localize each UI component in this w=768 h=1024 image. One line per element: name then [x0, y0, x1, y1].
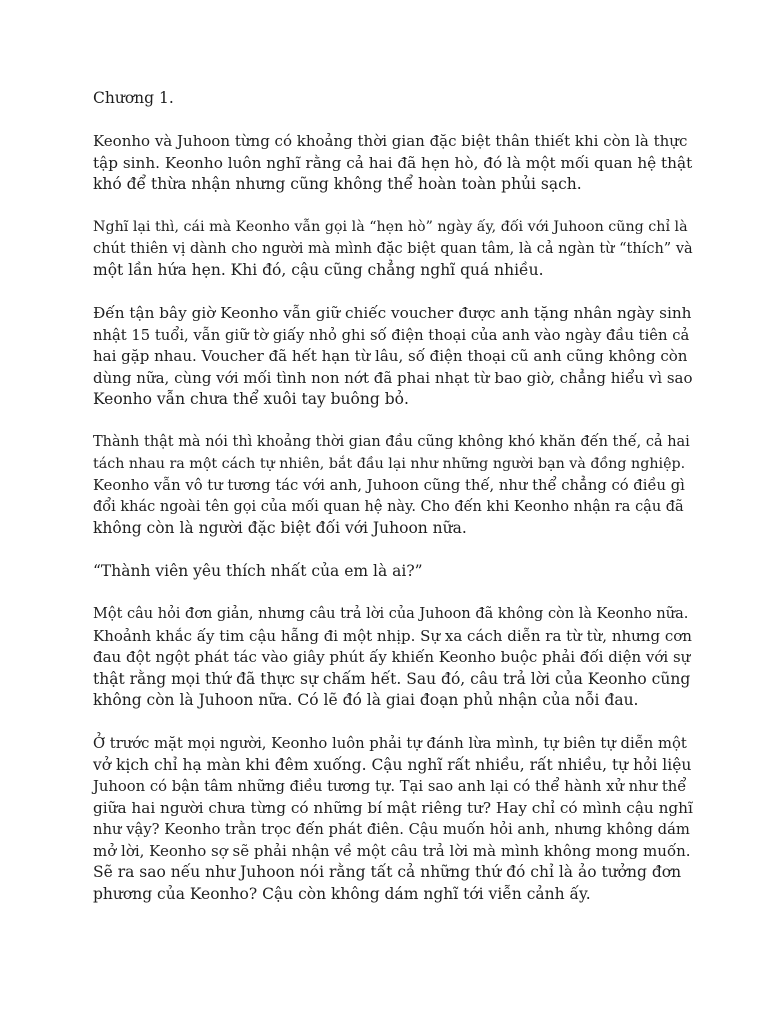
text-line: Keonho vẫn vô tư tương tác với anh, Juhoon cũng thế, như thể chẳng có điều gì	[93, 477, 685, 494]
text-line: mở lời, Keonho sợ sẽ phải nhận về một câu trả lời mà mình không mong muốn.	[93, 841, 691, 860]
text-line: phương của Keonho? Cậu còn không dám nghĩ tới viễn cảnh ấy.	[93, 884, 591, 903]
text-line: Khoảnh khắc ấy tim cậu hẫng đi một nhịp. Sự xa cách diễn ra từ từ, nhưng cơn	[93, 626, 692, 645]
paragraph	[93, 217, 693, 282]
text-line: Keonho và Juhoon từng có khoảng thời gian đặc biệt thân thiết khi còn là thực	[93, 132, 688, 150]
text-line: chút thiên vị dành cho người mà mình đặc biệt quan tâm, là cả ngàn từ “thích” và	[93, 240, 693, 257]
paragraph	[93, 303, 693, 411]
text-line: tách nhau ra một cách tự nhiên, bắt đầu lại như những người bạn và đồng nghiệp.	[93, 455, 686, 472]
text-line: nhật 15 tuổi, vẫn giữ tờ giấy nhỏ ghi số điện thoại của anh vào ngày đầu tiên cả	[93, 326, 690, 344]
paragraph	[93, 432, 693, 540]
text-line: khó để thừa nhận nhưng cũng không thể hoàn toàn phủi sạch.	[93, 175, 582, 193]
text-line: không còn là Juhoon nữa. Có lẽ đó là giai đoạn phủ nhận của nỗi đau.	[93, 691, 639, 709]
text-line: như vậy? Keonho trằn trọc đến phát điên. Cậu muốn hỏi anh, nhưng không dám	[93, 821, 690, 838]
paragraph	[93, 561, 693, 583]
text-line: “Thành viên yêu thích nhất của em là ai?”	[93, 562, 423, 580]
text-line: Keonho vẫn chưa thể xuôi tay buông bỏ.	[93, 390, 409, 408]
text-line: không còn là người đặc biệt đối với Juhoon nữa.	[93, 519, 467, 537]
paragraph	[93, 733, 693, 905]
text-line: Sẽ ra sao nếu như Juhoon nói rằng tất cả những thứ đó chỉ là ảo tưởng đơn	[93, 863, 682, 881]
text-line: dùng nữa, cùng với mối tình non nớt đã phai nhạt từ bao giờ, chẳng hiểu vì sao	[93, 368, 693, 387]
text-line: Ở trước mặt mọi người, Keonho luôn phải tự đánh lừa mình, tự biên tự diễn một	[93, 735, 687, 752]
chapter-title: Chương 1.	[93, 89, 174, 107]
text-line: thật rằng mọi thứ đã thực sự chấm hết. Sau đó, câu trả lời của Keonho cũng	[93, 669, 691, 688]
text-line: một lần hứa hẹn. Khi đó, cậu cũng chẳng nghĩ quá nhiều.	[93, 261, 544, 279]
text-line: Juhoon có bận tâm những điều tương tự. Tại sao anh lại có thể hành xử như thể	[93, 778, 687, 795]
paragraph	[93, 131, 693, 196]
paragraph-list	[93, 131, 693, 905]
text-line: hai gặp nhau. Voucher đã hết hạn từ lâu, số điện thoại cũ anh cũng không còn	[93, 347, 688, 365]
text-line: tập sinh. Keonho luôn nghĩ rằng cả hai đã hẹn hò, đó là một mối quan hệ thật	[93, 153, 693, 172]
text-line: Thành thật mà nói thì khoảng thời gian đầu cũng không khó khăn đến thế, cả hai	[93, 434, 690, 450]
text-line: Một câu hỏi đơn giản, nhưng câu trả lời của Juhoon đã không còn là Keonho nữa.	[93, 606, 689, 622]
paragraph	[93, 604, 693, 712]
text-line: vở kịch chỉ hạ màn khi đêm xuống. Cậu nghĩ rất nhiều, rất nhiều, tự hỏi liệu	[93, 755, 692, 774]
text-line: giữa hai người chưa từng có những bí mật riêng tư? Hay chỉ có mình cậu nghĩ	[93, 798, 693, 817]
text-line: đau đột ngột phát tác vào giây phút ấy khiến Keonho buộc phải đối diện với sự	[93, 648, 691, 666]
text-line: Đến tận bây giờ Keonho vẫn giữ chiếc voucher được anh tặng nhân ngày sinh	[93, 304, 692, 322]
document-page	[93, 88, 693, 927]
text-line: đổi khác ngoài tên gọi của mối quan hệ này. Cho đến khi Keonho nhận ra cậu đã	[93, 498, 684, 515]
text-line: Nghĩ lại thì, cái mà Keonho vẫn gọi là “hẹn hò” ngày ấy, đối với Juhoon cũng chỉ là	[93, 219, 688, 235]
